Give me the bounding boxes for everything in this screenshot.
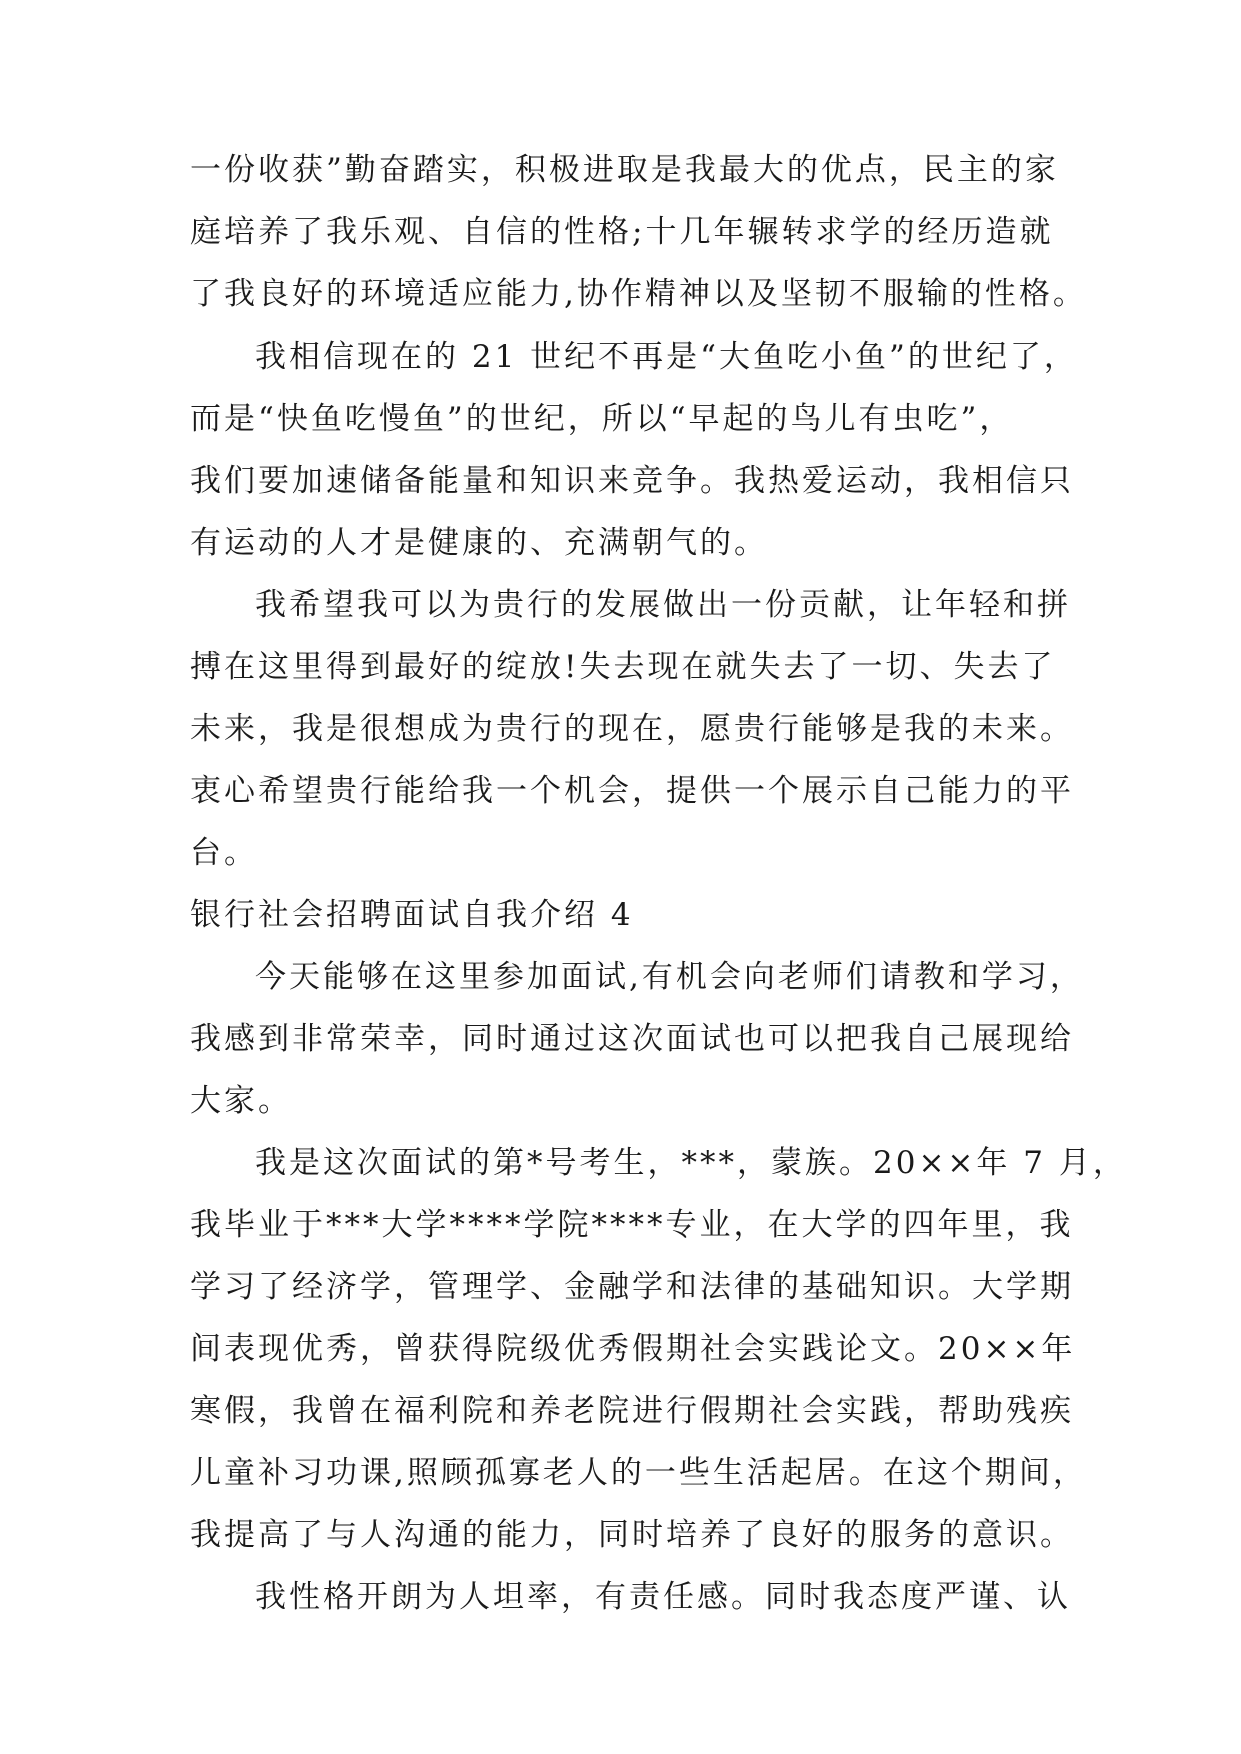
paragraph-line: 间表现优秀，曾获得院级优秀假期社会实践论文。20××年 — [190, 1331, 1076, 1367]
paragraph-line: 寒假，我曾在福利院和养老院进行假期社会实践，帮助残疾 — [190, 1393, 1074, 1429]
paragraph-line: 台。 — [190, 835, 258, 871]
paragraph-line: 我性格开朗为人坦率，有责任感。同时我态度严谨、认 — [255, 1579, 1071, 1615]
paragraph-line: 有运动的人才是健康的、充满朝气的。 — [190, 525, 768, 561]
section-heading: 银行社会招聘面试自我介绍 4 — [190, 897, 634, 933]
paragraph-line: 而是“快鱼吃慢鱼”的世纪，所以“早起的鸟儿有虫吃”， — [190, 401, 1014, 437]
paragraph-line: 搏在这里得到最好的绽放!失去现在就失去了一切、失去了 — [190, 649, 1056, 685]
paragraph-line: 学习了经济学，管理学、金融学和法律的基础知识。大学期 — [190, 1269, 1074, 1305]
paragraph-line: 衷心希望贵行能给我一个机会，提供一个展示自己能力的平 — [190, 773, 1074, 809]
paragraph-line: 我希望我可以为贵行的发展做出一份贡献，让年轻和拼 — [255, 587, 1071, 623]
paragraph-line: 了我良好的环境适应能力,协作精神以及坚韧不服输的性格。 — [190, 276, 1087, 312]
paragraph-line: 我们要加速储备能量和知识来竞争。我热爱运动，我相信只 — [190, 463, 1074, 499]
paragraph-line: 我是这次面试的第*号考生，***，蒙族。20××年 7 月， — [255, 1145, 1127, 1181]
paragraph-line: 今天能够在这里参加面试,有机会向老师们请教和学习， — [255, 959, 1084, 995]
paragraph-line: 儿童补习功课,照顾孤寡老人的一些生活起居。在这个期间， — [190, 1455, 1087, 1491]
paragraph-line: 一份收获”勤奋踏实，积极进取是我最大的优点，民主的家 — [190, 152, 1059, 188]
paragraph-line: 我相信现在的 21 世纪不再是“大鱼吃小鱼”的世纪了， — [255, 339, 1078, 375]
paragraph-line: 庭培养了我乐观、自信的性格;十几年辗转求学的经历造就 — [190, 214, 1054, 250]
paragraph-line: 未来，我是很想成为贵行的现在，愿贵行能够是我的未来。 — [190, 711, 1074, 747]
paragraph-line: 我提高了与人沟通的能力，同时培养了良好的服务的意识。 — [190, 1517, 1074, 1553]
paragraph-line: 大家。 — [190, 1083, 292, 1119]
paragraph-line: 我毕业于***大学****学院****专业，在大学的四年里，我 — [190, 1207, 1074, 1243]
paragraph-line: 我感到非常荣幸，同时通过这次面试也可以把我自己展现给 — [190, 1021, 1074, 1057]
